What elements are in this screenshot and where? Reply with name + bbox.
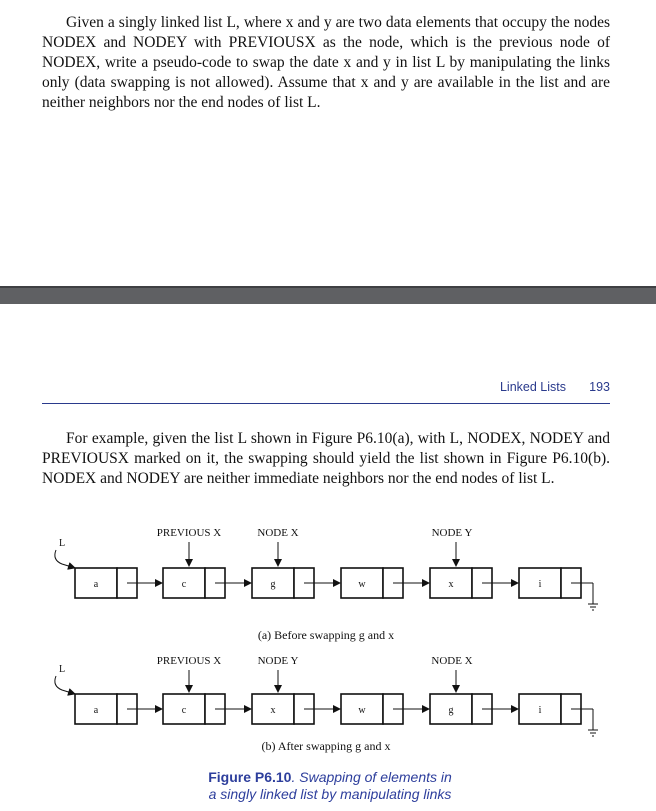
example-paragraph: For example, given the list L shown in Figure P6.10(a), with L, NODEX, NODEY and PREVIOUSX marked on it, the swapping should yield the list shown in Figure P6.10(b). NODEX and NODEY are neither immediate neighbors nor the end nodes of list L. — [42, 430, 610, 487]
pointer-label: PREVIOUS X — [156, 655, 222, 667]
pointer-label: NODE Y — [257, 655, 299, 667]
node-value: i — [538, 579, 542, 590]
node-value: x — [270, 705, 276, 716]
pointer-label: NODE X — [431, 655, 473, 667]
node-value: a — [93, 579, 99, 590]
node-value: c — [181, 705, 187, 716]
node-value: i — [538, 705, 542, 716]
node-value: g — [448, 705, 454, 716]
head-label: L — [59, 664, 66, 675]
pointer-label: NODE Y — [431, 527, 473, 539]
header-page-number: 193 — [589, 380, 610, 394]
node-value: c — [181, 579, 187, 590]
node-value: x — [448, 579, 454, 590]
node-value: w — [358, 705, 366, 716]
node-value: a — [93, 705, 99, 716]
figure-caption-label: Figure P6.10 — [208, 769, 292, 785]
figure-caption — [180, 769, 480, 803]
pointer-label: PREVIOUS X — [156, 527, 222, 539]
pointer-label: NODE X — [257, 527, 299, 539]
problem-paragraph: Given a singly linked list L, where x and y are two data elements that occupy the nodes NODEX and NODEY with PREVIOUSX as the node, which is the previous node of NODEX, write a pseudo-code to swap the date x and y in list L by manipulating the links only (data swapping is not allowed). Assume that x and y are available in the list and are neither neighbors nor the end nodes of list L. — [42, 14, 610, 111]
figure-caption-text: . Swapping of elements in — [291, 769, 452, 785]
list-after-swap — [55, 655, 598, 753]
list-before-swap — [55, 527, 598, 642]
subcaption: (a) Before swapping g and x — [257, 628, 395, 642]
head-label: L — [59, 538, 66, 549]
subcaption: (b) After swapping g and x — [261, 739, 391, 753]
header-section-title: Linked Lists — [499, 380, 566, 394]
figure-caption-text-2: a singly linked list by manipulating links — [208, 786, 452, 802]
node-value: w — [358, 579, 366, 590]
node-value: g — [270, 579, 276, 590]
